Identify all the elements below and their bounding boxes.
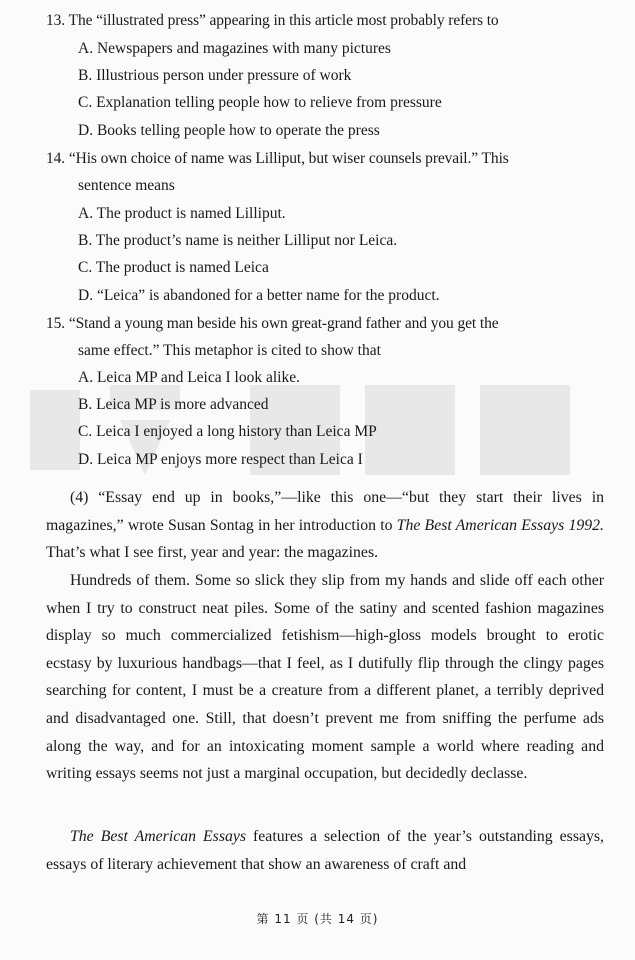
passage-p3-text: features a selection of the year’s outstanding essays, essays of literary achievement that show an awareness of craft and [46, 828, 604, 873]
book-title: The Best American Essays [70, 828, 247, 845]
q15-option-a: A. Leica MP and Leica I look alike. [78, 369, 300, 386]
passage-paragraph-3 [46, 823, 604, 878]
q15-option-d: D. Leica MP enjoys more respect than Leica I [78, 451, 363, 468]
q14-option-b: B. The product’s name is neither Lilliput nor Leica. [78, 232, 398, 249]
q15-stem-line2: same effect.” This metaphor is cited to show that [78, 342, 381, 359]
q15-stem-line1: 15. “Stand a young man beside his own great-grand father and you get the [46, 315, 499, 332]
q14-stem-line2: sentence means [78, 177, 175, 194]
book-title-1992: The Best American Essays 1992. [396, 516, 604, 534]
q13-option-c: C. Explanation telling people how to relieve from pressure [78, 94, 442, 111]
q13-option-b: B. Illustrious person under pressure of work [78, 67, 352, 84]
q15-option-b: B. Leica MP is more advanced [78, 396, 269, 413]
q14-stem-line1: 14. “His own choice of name was Lilliput, but wiser counsels prevail.” This [46, 150, 509, 167]
q15-option-c: C. Leica I enjoyed a long history than Leica MP [78, 423, 377, 440]
q13-stem: 13. The “illustrated press” appearing in this article most probably refers to [46, 12, 499, 29]
q13-option-a: A. Newspapers and magazines with many pictures [78, 40, 391, 57]
q14-option-a: A. The product is named Lilliput. [78, 205, 286, 222]
q14-option-c: C. The product is named Leica [78, 259, 269, 276]
q14-option-d: D. “Leica” is abandoned for a better name for the product. [78, 287, 440, 304]
passage-paragraph-1 [46, 484, 604, 567]
page-number-footer: 第 11 页 (共 14 页) [256, 912, 379, 926]
q13-option-d: D. Books telling people how to operate the press [78, 122, 380, 139]
passage-p1-text-b: That’s what I see first, year and year: the magazines. [46, 544, 379, 562]
passage-paragraph-2: Hundreds of them. Some so slick they slip from my hands and slide off each other when I try to construct neat piles. Some of the satiny and scented fashion magazines display so much commercialized fetishism—high-gloss models brought to erotic ecstasy by luxurious handbags—that I feel, as I dutifully flip through the clingy pages searching for content, I must be a creature from a different planet, a terribly deprived and disadvantaged one. Still, that doesn’t prevent me from sniffing the perfume ads along the way, and for an intoxicating moment sample a world where reading and writing essays seems not just a marginal occupation, but decidedly declasse. [46, 572, 604, 783]
passage-p1-text-a: (4) “Essay end up in books,”—like this one—“but they start their lives in magazines,” wrote Susan Sontag in her introduction to [46, 489, 604, 534]
